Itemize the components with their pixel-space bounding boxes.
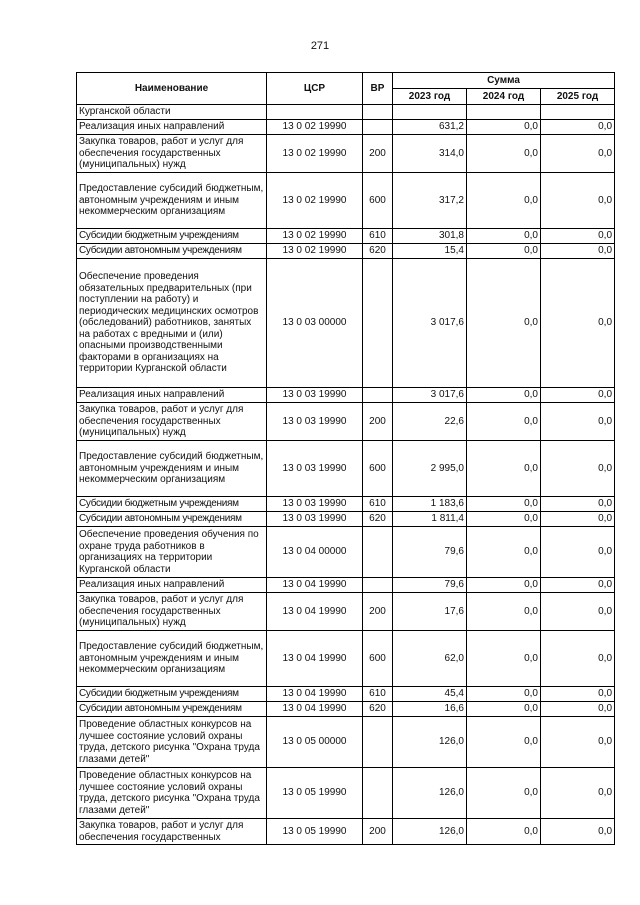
cell-csr: 13 0 03 19990 (267, 388, 363, 403)
table-row (77, 527, 615, 578)
cell-csr: 13 0 02 19990 (267, 244, 363, 259)
cell-y2024: 0,0 (467, 259, 541, 388)
cell-y2024: 0,0 (467, 593, 541, 631)
cell-csr: 13 0 02 19990 (267, 135, 363, 173)
cell-y2023: 22,6 (393, 403, 467, 441)
cell-csr: 13 0 04 19990 (267, 593, 363, 631)
cell-vr: 600 (363, 631, 393, 687)
table-row (77, 105, 615, 120)
cell-y2025: 0,0 (541, 388, 615, 403)
cell-csr: 13 0 02 19990 (267, 229, 363, 244)
table-row (77, 702, 615, 717)
cell-csr: 13 0 03 19990 (267, 497, 363, 512)
cell-csr: 13 0 04 00000 (267, 527, 363, 578)
cell-y2025: 0,0 (541, 229, 615, 244)
cell-vr: 200 (363, 819, 393, 845)
cell-y2025: 0,0 (541, 135, 615, 173)
cell-csr: 13 0 04 19990 (267, 687, 363, 702)
cell-name: Субсидии бюджетным учреждениям (77, 497, 267, 512)
cell-y2024: 0,0 (467, 768, 541, 819)
cell-y2024: 0,0 (467, 441, 541, 497)
table-row (77, 120, 615, 135)
cell-name: Предоставление субсидий бюджетным, автономным учреждениям и иным некоммерческим организациям (77, 173, 267, 229)
cell-y2023: 17,6 (393, 593, 467, 631)
cell-y2024: 0,0 (467, 702, 541, 717)
cell-y2023: 317,2 (393, 173, 467, 229)
cell-name: Курганской области (77, 105, 267, 120)
header-2025: 2025 год (541, 89, 615, 105)
table-row (77, 244, 615, 259)
cell-csr (267, 105, 363, 120)
cell-vr: 610 (363, 229, 393, 244)
cell-csr: 13 0 03 19990 (267, 441, 363, 497)
cell-y2025: 0,0 (541, 403, 615, 441)
cell-y2023: 301,8 (393, 229, 467, 244)
table-body (77, 105, 615, 845)
cell-name: Реализация иных направлений (77, 578, 267, 593)
cell-y2024: 0,0 (467, 403, 541, 441)
cell-y2023: 79,6 (393, 527, 467, 578)
cell-y2025: 0,0 (541, 173, 615, 229)
table-row (77, 388, 615, 403)
cell-y2024: 0,0 (467, 173, 541, 229)
cell-y2023: 126,0 (393, 717, 467, 768)
cell-y2024: 0,0 (467, 527, 541, 578)
cell-name: Проведение областных конкурсов на лучшее состояние условий охраны труда, детского рисунка "Охрана труда глазами детей" (77, 768, 267, 819)
cell-y2025: 0,0 (541, 768, 615, 819)
header-name: Наименование (77, 73, 267, 105)
cell-vr: 600 (363, 441, 393, 497)
cell-y2024: 0,0 (467, 631, 541, 687)
cell-y2023: 631,2 (393, 120, 467, 135)
cell-y2024: 0,0 (467, 229, 541, 244)
cell-y2023: 62,0 (393, 631, 467, 687)
cell-vr (363, 717, 393, 768)
table-row (77, 768, 615, 819)
cell-name: Субсидии бюджетным учреждениям (77, 687, 267, 702)
table-row (77, 717, 615, 768)
cell-name: Реализация иных направлений (77, 120, 267, 135)
cell-name: Обеспечение проведения обязательных предварительных (при поступлении на работу) и периодических медицинских осмотров (обследований) работников, занятых на работах с вредными и (или) опасными производственными факторами в организациях на территории Курганской области (77, 259, 267, 388)
cell-csr: 13 0 04 19990 (267, 578, 363, 593)
cell-name: Предоставление субсидий бюджетным, автономным учреждениям и иным некоммерческим организациям (77, 441, 267, 497)
cell-name: Субсидии автономным учреждениям (77, 512, 267, 527)
cell-y2023: 16,6 (393, 702, 467, 717)
cell-y2024: 0,0 (467, 388, 541, 403)
cell-y2024: 0,0 (467, 578, 541, 593)
cell-name: Обеспечение проведения обучения по охране труда работников в организациях на территории Курганской области (77, 527, 267, 578)
cell-y2025: 0,0 (541, 578, 615, 593)
cell-y2025: 0,0 (541, 687, 615, 702)
table-row (77, 631, 615, 687)
cell-vr (363, 105, 393, 120)
cell-y2023: 126,0 (393, 768, 467, 819)
cell-y2024: 0,0 (467, 717, 541, 768)
cell-vr: 620 (363, 512, 393, 527)
cell-y2025: 0,0 (541, 512, 615, 527)
cell-y2025: 0,0 (541, 527, 615, 578)
table-row (77, 135, 615, 173)
table-header (77, 73, 615, 105)
cell-y2023: 45,4 (393, 687, 467, 702)
cell-y2024: 0,0 (467, 120, 541, 135)
cell-vr (363, 259, 393, 388)
cell-name: Закупка товаров, работ и услуг для обеспечения государственных (муниципальных) нужд (77, 403, 267, 441)
cell-csr: 13 0 03 19990 (267, 512, 363, 527)
table-row (77, 259, 615, 388)
cell-y2023: 3 017,6 (393, 259, 467, 388)
header-2023: 2023 год (393, 89, 467, 105)
cell-y2023: 15,4 (393, 244, 467, 259)
cell-y2024: 0,0 (467, 512, 541, 527)
cell-y2024 (467, 105, 541, 120)
table-row (77, 578, 615, 593)
cell-y2024: 0,0 (467, 135, 541, 173)
cell-vr (363, 527, 393, 578)
cell-name: Субсидии автономным учреждениям (77, 702, 267, 717)
cell-csr: 13 0 05 19990 (267, 768, 363, 819)
cell-name: Субсидии бюджетным учреждениям (77, 229, 267, 244)
header-sum: Сумма (393, 73, 615, 89)
cell-vr: 620 (363, 702, 393, 717)
cell-name: Предоставление субсидий бюджетным, автономным учреждениям и иным некоммерческим организациям (77, 631, 267, 687)
budget-table (76, 72, 615, 845)
cell-y2024: 0,0 (467, 244, 541, 259)
cell-vr: 610 (363, 497, 393, 512)
cell-name: Закупка товаров, работ и услуг для обеспечения государственных (77, 819, 267, 845)
cell-vr: 610 (363, 687, 393, 702)
table-row (77, 819, 615, 845)
cell-csr: 13 0 04 19990 (267, 702, 363, 717)
cell-name: Субсидии автономным учреждениям (77, 244, 267, 259)
table-row (77, 497, 615, 512)
cell-y2025: 0,0 (541, 702, 615, 717)
cell-csr: 13 0 02 19990 (267, 173, 363, 229)
header-csr: ЦСР (267, 73, 363, 105)
cell-y2023 (393, 105, 467, 120)
cell-y2023: 1 811,4 (393, 512, 467, 527)
page-number: 271 (310, 40, 330, 52)
table-row (77, 229, 615, 244)
cell-y2025: 0,0 (541, 259, 615, 388)
cell-vr (363, 388, 393, 403)
cell-csr: 13 0 05 19990 (267, 819, 363, 845)
cell-csr: 13 0 04 19990 (267, 631, 363, 687)
cell-y2024: 0,0 (467, 687, 541, 702)
header-2024: 2024 год (467, 89, 541, 105)
cell-name: Проведение областных конкурсов на лучшее состояние условий охраны труда, детского рисунка "Охрана труда глазами детей" (77, 717, 267, 768)
cell-csr: 13 0 05 00000 (267, 717, 363, 768)
cell-vr: 620 (363, 244, 393, 259)
cell-y2023: 79,6 (393, 578, 467, 593)
cell-y2025: 0,0 (541, 497, 615, 512)
cell-csr: 13 0 03 19990 (267, 403, 363, 441)
cell-y2025: 0,0 (541, 819, 615, 845)
table-row (77, 173, 615, 229)
cell-y2025 (541, 105, 615, 120)
cell-csr: 13 0 03 00000 (267, 259, 363, 388)
cell-y2023: 1 183,6 (393, 497, 467, 512)
cell-y2023: 2 995,0 (393, 441, 467, 497)
cell-y2024: 0,0 (467, 819, 541, 845)
cell-y2023: 3 017,6 (393, 388, 467, 403)
cell-y2025: 0,0 (541, 120, 615, 135)
cell-y2024: 0,0 (467, 497, 541, 512)
table-row (77, 687, 615, 702)
cell-y2025: 0,0 (541, 441, 615, 497)
cell-vr: 600 (363, 173, 393, 229)
cell-vr (363, 120, 393, 135)
cell-y2023: 314,0 (393, 135, 467, 173)
cell-vr: 200 (363, 403, 393, 441)
cell-y2023: 126,0 (393, 819, 467, 845)
cell-csr: 13 0 02 19990 (267, 120, 363, 135)
table-row (77, 512, 615, 527)
cell-vr: 200 (363, 593, 393, 631)
cell-y2025: 0,0 (541, 717, 615, 768)
cell-name: Закупка товаров, работ и услуг для обеспечения государственных (муниципальных) нужд (77, 135, 267, 173)
cell-vr: 200 (363, 135, 393, 173)
table-row (77, 441, 615, 497)
cell-name: Реализация иных направлений (77, 388, 267, 403)
header-vr: ВР (363, 73, 393, 105)
table-row (77, 593, 615, 631)
cell-y2025: 0,0 (541, 593, 615, 631)
cell-vr (363, 768, 393, 819)
cell-vr (363, 578, 393, 593)
table-row (77, 403, 615, 441)
cell-y2025: 0,0 (541, 631, 615, 687)
cell-name: Закупка товаров, работ и услуг для обеспечения государственных (муниципальных) нужд (77, 593, 267, 631)
cell-y2025: 0,0 (541, 244, 615, 259)
